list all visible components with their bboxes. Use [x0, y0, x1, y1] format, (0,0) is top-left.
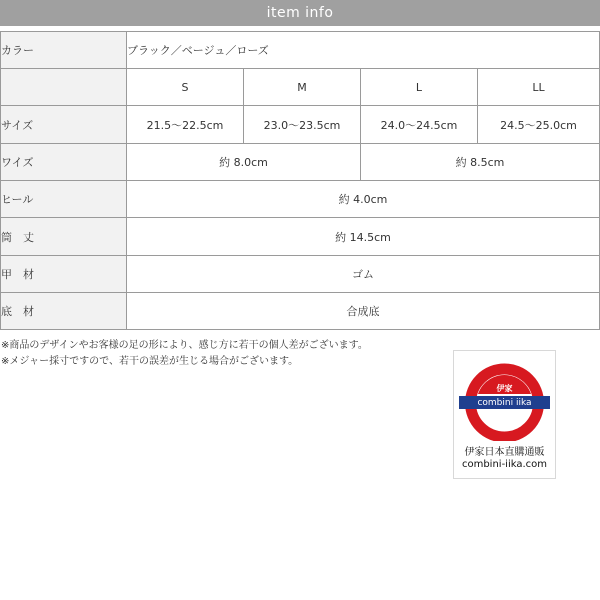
size-s-header: S	[127, 69, 244, 106]
sole-value: 合成底	[127, 293, 600, 330]
note-measure: ※メジャー採寸ですので、若干の誤差が生じる場合がございます。	[1, 356, 299, 367]
size-m-value: 23.0～23.5cm	[244, 106, 361, 144]
size-ll-header: LL	[478, 69, 600, 106]
upper-value: ゴム	[127, 256, 600, 293]
upper-label: 甲 材	[1, 256, 127, 293]
size-ll-value: 24.5～25.0cm	[478, 106, 600, 144]
notes	[1, 338, 368, 370]
spec-table	[0, 31, 600, 330]
logo-shop-name: 伊家日本直購通販	[464, 447, 545, 458]
heel-label: ヒール	[1, 181, 127, 218]
size-label: サイズ	[1, 106, 127, 144]
logo-band-text: combini iika	[477, 398, 532, 408]
color-label: カラー	[1, 32, 127, 69]
logo-shop-url: combini-iika.com	[461, 459, 548, 470]
heel-row	[1, 181, 600, 218]
logo-ring-text: 伊家	[496, 384, 513, 393]
shop-logo	[453, 350, 556, 479]
size-header-blank	[1, 69, 127, 106]
heel-value: 約 4.0cm	[127, 181, 600, 218]
size-s-value: 21.5～22.5cm	[127, 106, 244, 144]
width-row	[1, 144, 600, 181]
color-value: ブラック／ベージュ／ローズ	[127, 32, 600, 69]
size-m-header: M	[244, 69, 361, 106]
note-design: ※商品のデザインやお客様の足の形により、感じ方に若干の個人差がございます。	[1, 340, 368, 351]
shaft-label: 筒 丈	[1, 218, 127, 256]
section-title: item info	[266, 5, 334, 21]
size-header-row	[1, 69, 600, 106]
sole-row	[1, 293, 600, 330]
shaft-value: 約 14.5cm	[127, 218, 600, 256]
shop-logo-emblem	[454, 351, 555, 441]
size-row	[1, 106, 600, 144]
shaft-row	[1, 218, 600, 256]
upper-row	[1, 256, 600, 293]
width-value-sm: 約 8.0cm	[127, 144, 361, 181]
width-label: ワイズ	[1, 144, 127, 181]
sole-label: 底 材	[1, 293, 127, 330]
color-row	[1, 32, 600, 69]
width-value-lll: 約 8.5cm	[361, 144, 600, 181]
section-header	[0, 0, 600, 26]
size-l-value: 24.0～24.5cm	[361, 106, 478, 144]
size-l-header: L	[361, 69, 478, 106]
